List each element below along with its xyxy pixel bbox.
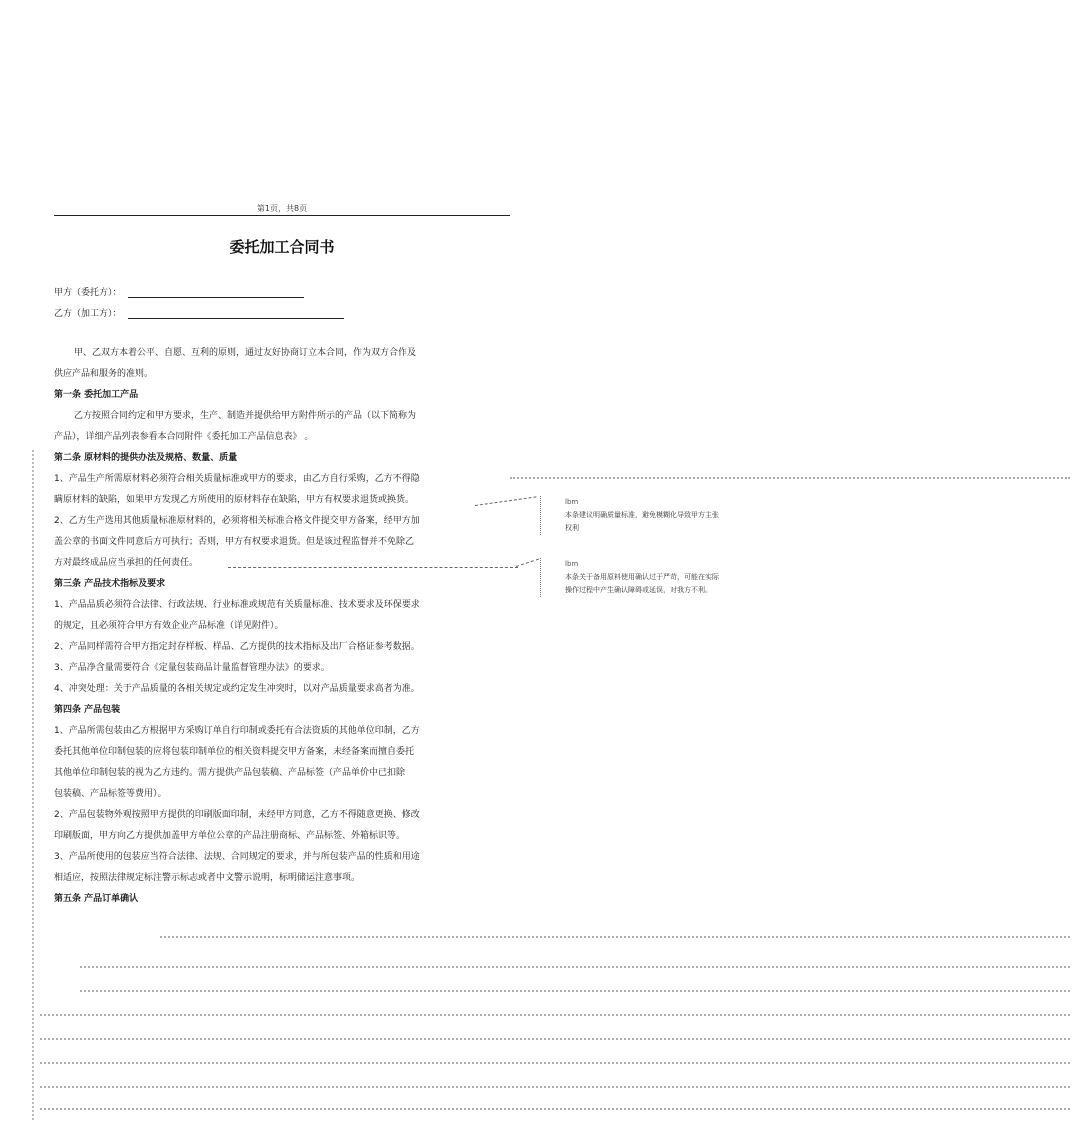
paragraph-line: 的规定，且必须符合甲方有效企业产品标准（详见附件）。	[54, 621, 284, 631]
party-a-blank[interactable]	[128, 288, 304, 298]
dotted-rule	[40, 1108, 1070, 1110]
party-a-line	[54, 285, 304, 298]
comment-text: 本条建议明确质量标准，避免模糊化导致甲方主张	[565, 511, 719, 519]
comment-anchor-line-1	[510, 477, 1070, 479]
paragraph-line: 甲、乙双方本着公平、自愿、互利的原则，通过友好协商订立本合同，作为双方合作及	[74, 348, 417, 358]
party-a-label: 甲方（委托方）：	[54, 288, 122, 298]
paragraph-line: 瞒原材料的缺陷，如果甲方发现乙方所使用的原材料存在缺陷，甲方有权要求退货或换货。	[54, 495, 415, 505]
page-header: 第1页，共8页	[256, 204, 308, 213]
section-heading: 第二条 原材料的提供办法及规格、数量、质量	[54, 453, 238, 463]
comment-leader-2a	[228, 567, 518, 568]
contract-body	[54, 343, 514, 910]
dotted-rule	[80, 966, 1070, 968]
party-b-label: 乙方（加工方）：	[54, 309, 122, 319]
paragraph-line: 3、产品所使用的包装应当符合法律、法规、合同规定的要求，并与所包装产品的性质和用途	[54, 852, 420, 862]
paragraph-line: 委托其他单位印制包装的应将包装印制单位的相关资料提交甲方备案，未经备案而擅自委托	[54, 747, 415, 757]
paragraph-line: 1、产品品质必须符合法律、行政法规、行业标准或规范有关质量标准、技术要求及环保要求	[54, 600, 420, 610]
paragraph-line: 盖公章的书面文件同意后方可执行；否则，甲方有权要求退货。但是该过程监督并不免除乙	[54, 537, 415, 547]
dotted-rule	[40, 1014, 1070, 1016]
paragraph-line: 相适应，按照法律规定标注警示标志或者中文警示说明，标明储运注意事项。	[54, 873, 361, 883]
section-heading: 第一条 委托加工产品	[54, 390, 139, 400]
paragraph-line: 2、产品同样需符合甲方指定封存样板、样品、乙方提供的技术指标及出厂合格证参考数据。	[54, 642, 420, 652]
header-divider	[54, 215, 510, 216]
section-heading: 第四条 产品包装	[54, 705, 121, 715]
document-title: 委托加工合同书	[229, 238, 335, 256]
comment-author: lbm	[565, 498, 579, 506]
paragraph-line: 其他单位印制包装的视为乙方违约。需方提供产品包装稿、产品标签（产品单价中已扣除	[54, 768, 406, 778]
section-heading: 第三条 产品技术指标及要求	[54, 579, 166, 589]
paragraph-line: 1、产品生产所需原材料必须符合相关质量标准或甲方的要求，由乙方自行采购，乙方不得隐	[54, 474, 420, 484]
party-b-line	[54, 306, 344, 319]
paragraph-line: 包装稿、产品标签等费用）。	[54, 789, 167, 799]
paragraph-line: 产品），详细产品列表参看本合同附件《委托加工产品信息表》 。	[54, 432, 314, 442]
paragraph-line: 1、产品所需包装由乙方根据甲方采购订单自行印制或委托有合法资质的其他单位印制，乙方	[54, 726, 420, 736]
paragraph-line: 印刷版面，甲方向乙方提供加盖甲方单位公章的产品注册商标、产品标签、外箱标识等。	[54, 831, 406, 841]
paragraph-line: 3、产品净含量需要符合《定量包装商品计量监督管理办法》的要求。	[54, 663, 330, 673]
comment-2[interactable]	[540, 558, 785, 597]
paragraph-line: 4、冲突处理：关于产品质量的各相关规定或约定发生冲突时，以对产品质量要求高者为准。	[54, 684, 420, 694]
comment-text: 操作过程中产生确认障碍或延误，对我方不利。	[565, 586, 712, 594]
dotted-rule	[40, 1062, 1070, 1064]
paragraph-line: 方对最终成品应当承担的任何责任。	[54, 558, 199, 568]
comment-text: 权利	[565, 524, 579, 532]
paragraph-line: 2、产品包装物外观按照甲方提供的印刷版面印制，未经甲方同意，乙方不得随意更换、修改	[54, 810, 420, 820]
comment-leader-2b	[516, 559, 539, 567]
paragraph-line: 乙方按照合同约定和甲方要求，生产、制造并提供给甲方附件所示的产品（以下简称为	[74, 411, 417, 421]
paragraph-line: 供应产品和服务的准则。	[54, 369, 154, 379]
comment-text: 本条关于备用原料使用确认过于严苛，可能在实际	[565, 573, 719, 581]
dotted-margin	[32, 450, 34, 1120]
paragraph-line: 2、乙方生产选用其他质量标准原材料的，必须将相关标准合格文件提交甲方备案，经甲方加	[54, 516, 420, 526]
dotted-rule	[40, 1086, 1070, 1088]
comment-1[interactable]	[540, 496, 785, 535]
party-b-blank[interactable]	[128, 309, 344, 319]
section-heading: 第五条 产品订单确认	[54, 894, 139, 904]
dotted-rule	[160, 936, 1070, 938]
dotted-rule	[40, 1038, 1070, 1040]
dotted-rule	[80, 990, 1070, 992]
comment-author: lbm	[565, 560, 579, 568]
